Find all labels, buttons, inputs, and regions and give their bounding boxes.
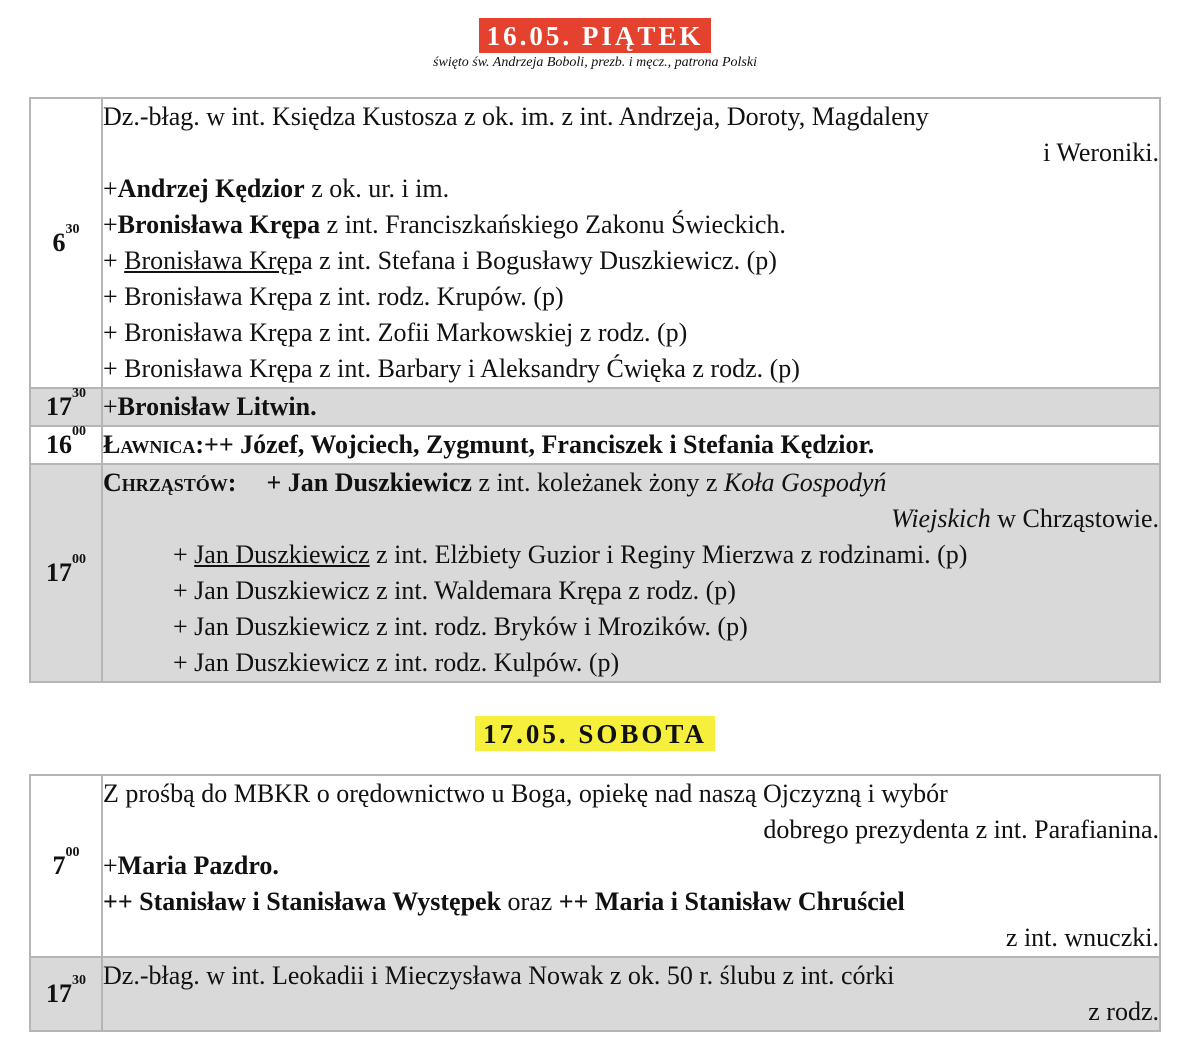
- intention-line: z rodz.: [1088, 997, 1159, 1026]
- intention-line: ++ Stanisław i Stanisława Występek oraz ++ Maria i Stanisław Chruściel: [103, 887, 905, 916]
- mass-time: $16^{00}$: [30, 426, 102, 464]
- intention-line: Dz.-błag. w int. Leokadii i Mieczysława Nowak z ok. 50 r. ślubu z int. córki: [103, 961, 895, 990]
- intention-line: + Bronisława Krępa z int. rodz. Krupów. (p): [103, 282, 564, 311]
- intention-line: +Bronisława Krępa z int. Franciszkańskiego Zakonu Świeckich.: [103, 210, 786, 239]
- intention-line: + Bronisława Krępa z int. Zofii Markowskiej z rodz. (p): [103, 318, 688, 347]
- intention-line: + Jan Duszkiewicz z int. rodz. Bryków i Mrozików. (p): [173, 612, 748, 641]
- intention-line: + Jan Duszkiewicz z int. Elżbiety Guzior i Reginy Mierzwa z rodzinami. (p): [173, 540, 968, 569]
- intention-line: z int. wnuczki.: [1005, 923, 1159, 952]
- mass-time: $17^{30}$: [30, 957, 102, 1031]
- day2-title: 17.05. SOBOTA: [475, 716, 715, 751]
- day2-header: [0, 716, 1190, 751]
- mass-row-1700: [30, 464, 1160, 682]
- place-label: Ławnica:: [103, 430, 205, 459]
- intention-line: dobrego prezydenta z int. Parafianina.: [763, 815, 1159, 844]
- mass-time: $17^{30}$: [30, 388, 102, 426]
- mass-time: $17^{00}$: [30, 464, 102, 682]
- mass-intentions: [102, 426, 1160, 464]
- mass-time: $7^{00}$: [30, 775, 102, 957]
- day1-schedule-table: [29, 97, 1161, 683]
- intention-line: +Maria Pazdro.: [103, 851, 279, 880]
- mass-time: $6^{30}$: [30, 98, 102, 388]
- mass-row-630: [30, 98, 1160, 388]
- intention-line: + Jan Duszkiewicz z int. Waldemara Krępa z rodz. (p): [173, 576, 736, 605]
- intention-line: Z prośbą do MBKR o orędownictwo u Boga, opiekę nad naszą Ojczyzną i wybór: [103, 779, 948, 808]
- day1-title: 16.05. PIĄTEK: [479, 18, 712, 53]
- intention-line: Dz.-błag. w int. Księdza Kustosza z ok. im. z int. Andrzeja, Doroty, Magdaleny: [103, 102, 929, 131]
- mass-intentions: [102, 775, 1160, 957]
- mass-intentions: [102, 98, 1160, 388]
- day1-subtitle: święto św. Andrzeja Boboli, prezb. i męcz., patrona Polski: [433, 55, 757, 70]
- intention-line: Chrząstów: + Jan Duszkiewicz z int. koleżanek żony z Koła Gospodyń: [103, 468, 887, 497]
- mass-row-1600: [30, 426, 1160, 464]
- intention-line: + Bronisława Krępa z int. Barbary i Aleksandry Ćwięka z rodz. (p): [103, 354, 800, 383]
- intention-line: Wiejskich w Chrząstowie.: [891, 504, 1159, 533]
- mass-row-1730: [30, 388, 1160, 426]
- day2-schedule-table: [29, 774, 1161, 1032]
- intention-line: + Jan Duszkiewicz z int. rodz. Kulpów. (p): [173, 648, 620, 677]
- mass-intentions: [102, 957, 1160, 1031]
- place-label: Chrząstów:: [103, 468, 237, 497]
- intention-line: +Andrzej Kędzior z ok. ur. i im.: [103, 174, 450, 203]
- intention-line: +Bronisław Litwin.: [103, 392, 317, 421]
- mass-row-1730-sat: [30, 957, 1160, 1031]
- intention-line: i Weroniki.: [1043, 138, 1159, 167]
- mass-intentions: [102, 464, 1160, 682]
- mass-row-700: [30, 775, 1160, 957]
- mass-intentions: [102, 388, 1160, 426]
- intention-line: Ławnica:++ Józef, Wojciech, Zygmunt, Franciszek i Stefania Kędzior.: [103, 430, 875, 459]
- day1-header: [0, 18, 1190, 71]
- intention-line: + Bronisława Krępa z int. Stefana i Bogusławy Duszkiewicz. (p): [103, 246, 777, 275]
